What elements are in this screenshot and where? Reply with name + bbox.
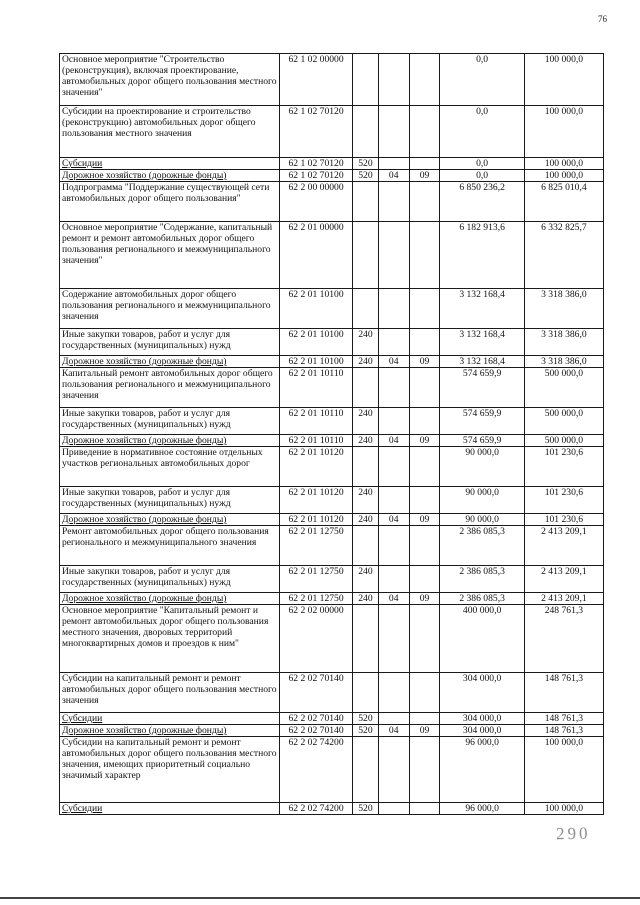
row-name-cell: Иные закупки товаров, работ и услуг для государственных (муниципальных) нужд [60,566,280,593]
row-amount-year2-cell: 148 761,3 [524,673,603,713]
row-subsection-cell [409,408,440,435]
row-code-cell: 62 2 01 10100 [280,329,353,356]
row-subsection-cell [409,158,440,170]
row-code-cell: 62 2 01 10100 [280,356,353,368]
bottom-border-line [0,897,640,899]
row-section-cell [378,673,409,713]
page-number: 76 [598,14,607,24]
row-name-cell: Основное мероприятие "Содержание, капитальный ремонт и ремонт автомобильных дорог общего пользования регионального и межмуниципального значения" [60,222,280,289]
row-subsection-cell [409,106,440,158]
row-name-cell: Дорожное хозяйство (дорожные фонды) [60,725,280,737]
row-subsection-cell [409,526,440,566]
row-amount-year2-cell: 3 318 386,0 [524,329,603,356]
row-expense-type-cell [353,106,379,158]
row-subsection-cell: 09 [409,593,440,605]
row-amount-year1-cell: 3 132 168,4 [440,289,524,329]
table-row [60,673,604,713]
row-amount-year1-cell: 3 132 168,4 [440,356,524,368]
row-amount-year2-cell: 100 000,0 [524,803,603,815]
row-section-cell: 04 [378,356,409,368]
row-name-cell: Дорожное хозяйство (дорожные фонды) [60,356,280,368]
row-amount-year1-cell: 574 659,9 [440,368,524,408]
row-section-cell [378,289,409,329]
table-row [60,54,604,106]
table-row [60,725,604,737]
row-section-cell [378,605,409,673]
row-subsection-cell: 09 [409,356,440,368]
row-amount-year1-cell: 90 000,0 [440,514,524,526]
row-section-cell: 04 [378,593,409,605]
row-amount-year1-cell: 574 659,9 [440,435,524,447]
row-code-cell: 62 2 01 10110 [280,435,353,447]
row-code-cell: 62 2 02 74200 [280,803,353,815]
row-amount-year1-cell: 304 000,0 [440,725,524,737]
row-subsection-cell: 09 [409,435,440,447]
row-name-cell: Субсидии на капитальный ремонт и ремонт автомобильных дорог общего пользования местного значения, имеющих приоритетный социально значимый характер [60,737,280,803]
row-subsection-cell [409,289,440,329]
row-subsection-cell [409,447,440,487]
row-expense-type-cell [353,447,379,487]
row-amount-year1-cell: 90 000,0 [440,487,524,514]
table-body [60,54,604,815]
row-subsection-cell: 09 [409,170,440,182]
row-expense-type-cell: 520 [353,803,379,815]
table-row [60,803,604,815]
row-section-cell: 04 [378,435,409,447]
table-row [60,447,604,487]
row-expense-type-cell: 520 [353,725,379,737]
table-row [60,737,604,803]
row-name-cell: Подпрограмма "Поддержание существующей сети автомобильных дорог общего пользования" [60,182,280,222]
row-name-cell: Дорожное хозяйство (дорожные фонды) [60,435,280,447]
row-section-cell [378,158,409,170]
row-code-cell: 62 1 02 70120 [280,158,353,170]
row-code-cell: 62 2 01 10120 [280,514,353,526]
row-code-cell: 62 1 02 00000 [280,54,353,106]
row-subsection-cell [409,605,440,673]
row-name-cell: Дорожное хозяйство (дорожные фонды) [60,170,280,182]
table-row [60,605,604,673]
row-section-cell: 04 [378,725,409,737]
table-row [60,182,604,222]
row-expense-type-cell: 240 [353,566,379,593]
row-subsection-cell [409,329,440,356]
row-name-cell: Иные закупки товаров, работ и услуг для государственных (муниципальных) нужд [60,408,280,435]
row-expense-type-cell [353,222,379,289]
page-stamp-number: 290 [555,823,591,844]
row-code-cell: 62 2 01 12750 [280,566,353,593]
row-subsection-cell [409,566,440,593]
table-row [60,289,604,329]
row-code-cell: 62 2 01 10120 [280,487,353,514]
row-amount-year1-cell: 2 386 085,3 [440,593,524,605]
row-amount-year1-cell: 0,0 [440,170,524,182]
row-name-cell: Приведение в нормативное состояние отдельных участков региональных автомобильных дорог [60,447,280,487]
table-row [60,566,604,593]
row-amount-year2-cell: 3 318 386,0 [524,289,603,329]
table-row [60,408,604,435]
row-code-cell: 62 1 02 70120 [280,170,353,182]
row-amount-year2-cell: 100 000,0 [524,106,603,158]
row-amount-year1-cell: 2 386 085,3 [440,566,524,593]
row-expense-type-cell: 520 [353,170,379,182]
row-amount-year1-cell: 96 000,0 [440,737,524,803]
row-amount-year1-cell: 304 000,0 [440,673,524,713]
row-expense-type-cell [353,737,379,803]
row-subsection-cell [409,803,440,815]
row-section-cell [378,408,409,435]
row-amount-year1-cell: 0,0 [440,54,524,106]
table-row [60,106,604,158]
table-row [60,368,604,408]
row-amount-year2-cell: 500 000,0 [524,408,603,435]
row-subsection-cell [409,673,440,713]
row-amount-year2-cell: 101 230,6 [524,447,603,487]
row-name-cell: Капитальный ремонт автомобильных дорог общего пользования регионального и межмуниципального значения [60,368,280,408]
row-subsection-cell [409,54,440,106]
row-section-cell [378,182,409,222]
row-amount-year2-cell: 2 413 209,1 [524,566,603,593]
row-name-cell: Ремонт автомобильных дорог общего пользования регионального и межмуниципального значения [60,526,280,566]
row-code-cell: 62 2 01 00000 [280,222,353,289]
row-name-cell: Субсидии [60,158,280,170]
row-section-cell [378,713,409,725]
row-expense-type-cell: 240 [353,593,379,605]
table-row [60,487,604,514]
table-row [60,170,604,182]
row-subsection-cell: 09 [409,725,440,737]
row-code-cell: 62 2 01 10110 [280,408,353,435]
row-code-cell: 62 2 02 70140 [280,713,353,725]
row-amount-year1-cell: 6 850 236,2 [440,182,524,222]
table-row [60,158,604,170]
row-section-cell [378,106,409,158]
row-code-cell: 62 2 02 00000 [280,605,353,673]
row-section-cell [378,368,409,408]
table-row [60,593,604,605]
row-code-cell: 62 2 02 74200 [280,737,353,803]
row-section-cell [378,566,409,593]
row-expense-type-cell: 240 [353,487,379,514]
table-row [60,435,604,447]
row-amount-year2-cell: 2 413 209,1 [524,593,603,605]
row-name-cell: Субсидии на капитальный ремонт и ремонт автомобильных дорог общего пользования местного значения [60,673,280,713]
row-section-cell [378,447,409,487]
row-amount-year1-cell: 574 659,9 [440,408,524,435]
table-row [60,356,604,368]
row-name-cell: Субсидии [60,713,280,725]
row-code-cell: 62 2 01 12750 [280,593,353,605]
row-amount-year2-cell: 100 000,0 [524,54,603,106]
row-name-cell: Основное мероприятие "Капитальный ремонт и ремонт автомобильных дорог общего пользования местного значения, дворовых территорий многоквартирных домов и проездов к ним" [60,605,280,673]
row-section-cell: 04 [378,514,409,526]
row-code-cell: 62 2 02 70140 [280,673,353,713]
row-expense-type-cell: 240 [353,408,379,435]
row-amount-year1-cell: 2 386 085,3 [440,526,524,566]
row-subsection-cell [409,222,440,289]
row-amount-year2-cell: 101 230,6 [524,487,603,514]
row-amount-year1-cell: 6 182 913,6 [440,222,524,289]
row-expense-type-cell [353,289,379,329]
row-subsection-cell: 09 [409,514,440,526]
row-section-cell [378,803,409,815]
row-amount-year1-cell: 0,0 [440,106,524,158]
row-expense-type-cell [353,526,379,566]
row-expense-type-cell [353,54,379,106]
row-amount-year2-cell: 100 000,0 [524,158,603,170]
row-section-cell [378,737,409,803]
row-amount-year2-cell: 100 000,0 [524,737,603,803]
row-section-cell [378,329,409,356]
row-subsection-cell [409,487,440,514]
row-name-cell: Субсидии на проектирование и строительство (реконструкцию) автомобильных дорог общего пользования местного значения [60,106,280,158]
row-section-cell [378,526,409,566]
row-name-cell: Содержание автомобильных дорог общего пользования регионального и межмуниципального значения [60,289,280,329]
row-amount-year1-cell: 400 000,0 [440,605,524,673]
row-section-cell: 04 [378,170,409,182]
row-expense-type-cell [353,673,379,713]
row-expense-type-cell: 240 [353,356,379,368]
row-code-cell: 62 1 02 70120 [280,106,353,158]
row-subsection-cell [409,182,440,222]
row-expense-type-cell: 520 [353,713,379,725]
table-row [60,713,604,725]
row-expense-type-cell: 240 [353,329,379,356]
budget-table [59,53,604,815]
row-amount-year2-cell: 101 230,6 [524,514,603,526]
row-amount-year1-cell: 0,0 [440,158,524,170]
row-amount-year2-cell: 100 000,0 [524,170,603,182]
row-code-cell: 62 2 01 12750 [280,526,353,566]
row-amount-year2-cell: 3 318 386,0 [524,356,603,368]
table-row [60,514,604,526]
row-name-cell: Иные закупки товаров, работ и услуг для государственных (муниципальных) нужд [60,487,280,514]
row-expense-type-cell: 240 [353,435,379,447]
table-row [60,222,604,289]
row-amount-year2-cell: 148 761,3 [524,713,603,725]
row-subsection-cell [409,368,440,408]
row-name-cell: Субсидии [60,803,280,815]
row-code-cell: 62 2 01 10110 [280,368,353,408]
row-amount-year2-cell: 248 761,3 [524,605,603,673]
row-code-cell: 62 2 02 70140 [280,725,353,737]
row-section-cell [378,487,409,514]
row-code-cell: 62 2 00 00000 [280,182,353,222]
row-expense-type-cell [353,605,379,673]
row-expense-type-cell [353,368,379,408]
row-amount-year2-cell: 6 332 825,7 [524,222,603,289]
row-expense-type-cell: 240 [353,514,379,526]
row-section-cell [378,54,409,106]
row-name-cell: Дорожное хозяйство (дорожные фонды) [60,593,280,605]
row-amount-year1-cell: 96 000,0 [440,803,524,815]
row-subsection-cell [409,713,440,725]
row-amount-year2-cell: 500 000,0 [524,435,603,447]
row-amount-year1-cell: 90 000,0 [440,447,524,487]
row-amount-year1-cell: 304 000,0 [440,713,524,725]
row-subsection-cell [409,737,440,803]
row-name-cell: Дорожное хозяйство (дорожные фонды) [60,514,280,526]
row-expense-type-cell: 520 [353,158,379,170]
table-row [60,329,604,356]
row-amount-year2-cell: 6 825 010,4 [524,182,603,222]
row-name-cell: Иные закупки товаров, работ и услуг для государственных (муниципальных) нужд [60,329,280,356]
row-expense-type-cell [353,182,379,222]
row-amount-year2-cell: 500 000,0 [524,368,603,408]
row-name-cell: Основное мероприятие "Строительство (реконструкция), включая проектирование, автомобильных дорог общего пользования местного значения" [60,54,280,106]
row-amount-year1-cell: 3 132 168,4 [440,329,524,356]
row-code-cell: 62 2 01 10120 [280,447,353,487]
row-amount-year2-cell: 2 413 209,1 [524,526,603,566]
row-section-cell [378,222,409,289]
table-row [60,526,604,566]
row-code-cell: 62 2 01 10100 [280,289,353,329]
row-amount-year2-cell: 148 761,3 [524,725,603,737]
